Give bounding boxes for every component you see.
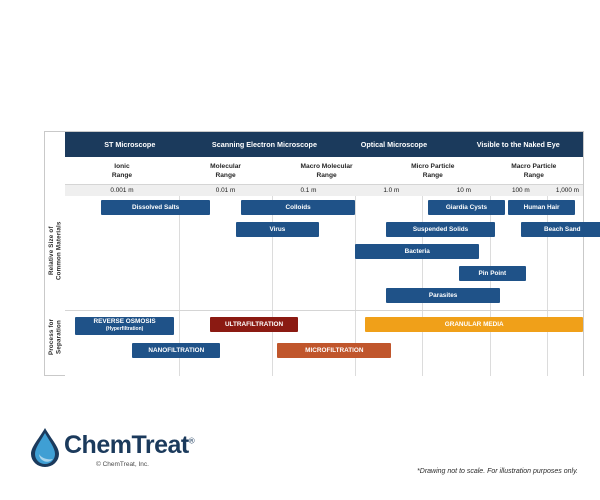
range-header-2: Macro Molecular Range (300, 163, 353, 179)
material-bar-8: Pin Point (459, 266, 526, 281)
scale-tick-6: 1,000 m (555, 187, 579, 194)
scale-tick-1: 0.01 m (215, 187, 236, 194)
microscope-header-1: Scanning Electron Microscope (211, 140, 317, 149)
scale-tick-0: 0.001 m (110, 187, 134, 194)
axis-label-process: Process for Separation (48, 318, 63, 356)
disclaimer-text: *Drawing not to scale. For illustration purposes only. (417, 468, 578, 475)
axis-label-materials: Relative Size of Common Materials (48, 221, 63, 281)
range-header-3: Micro Particle Range (411, 163, 455, 179)
microscope-header-3: Visible to the Naked Eye (476, 140, 560, 149)
filtration-spectrum-chart (44, 131, 584, 376)
material-bar-4: Virus (236, 222, 319, 237)
logo-wordmark (64, 431, 194, 460)
process-bar-0 (75, 317, 173, 335)
material-bar-3: Human Hair (508, 200, 575, 215)
water-drop-icon (28, 427, 62, 467)
logo-copyright: © ChemTreat, Inc. (96, 461, 149, 468)
material-bar-5: Suspended Solids (386, 222, 495, 237)
scale-tick-5: 100 m (511, 187, 530, 194)
side-axis-labels (45, 132, 65, 375)
range-header-4: Macro Particle Range (511, 163, 557, 179)
chemtreat-logo (28, 425, 218, 475)
material-bar-0: Dissolved Salts (101, 200, 210, 215)
material-bar-6: Bacteria (355, 244, 479, 259)
process-bar-3: NANOFILTRATION (132, 343, 220, 358)
range-header-1: Molecular Range (210, 163, 241, 179)
logo-chem: Chem (64, 431, 132, 459)
material-bar-7: Beach Sand (521, 222, 600, 237)
material-bar-2: Giardia Cysts (428, 200, 506, 215)
microscope-header-band (65, 132, 583, 157)
scale-tick-3: 1.0 m (383, 187, 400, 194)
material-bar-9: Parasites (386, 288, 500, 303)
materials-plot (65, 196, 583, 310)
microscope-header-2: Optical Microscope (360, 140, 428, 149)
process-bar-1: ULTRAFILTRATION (210, 317, 298, 332)
process-bar-2: GRANULAR MEDIA (365, 317, 583, 332)
range-header-band (65, 157, 583, 185)
scale-tick-4: 10 m (456, 187, 471, 194)
range-header-0: Ionic Range (111, 163, 133, 179)
logo-registered: ® (188, 436, 195, 446)
scale-tick-2: 0.1 m (300, 187, 317, 194)
process-plot (65, 310, 583, 376)
microscope-header-0: ST Microscope (104, 140, 156, 149)
logo-treat: Treat (131, 431, 189, 459)
chart-grid (65, 132, 583, 375)
process-bar-label-0: REVERSE OSMOSIS (93, 318, 156, 325)
process-bar-sublabel-0: (Hyperfiltration) (105, 325, 144, 332)
process-bar-4: MICROFILTRATION (277, 343, 391, 358)
material-bar-1: Colloids (241, 200, 355, 215)
